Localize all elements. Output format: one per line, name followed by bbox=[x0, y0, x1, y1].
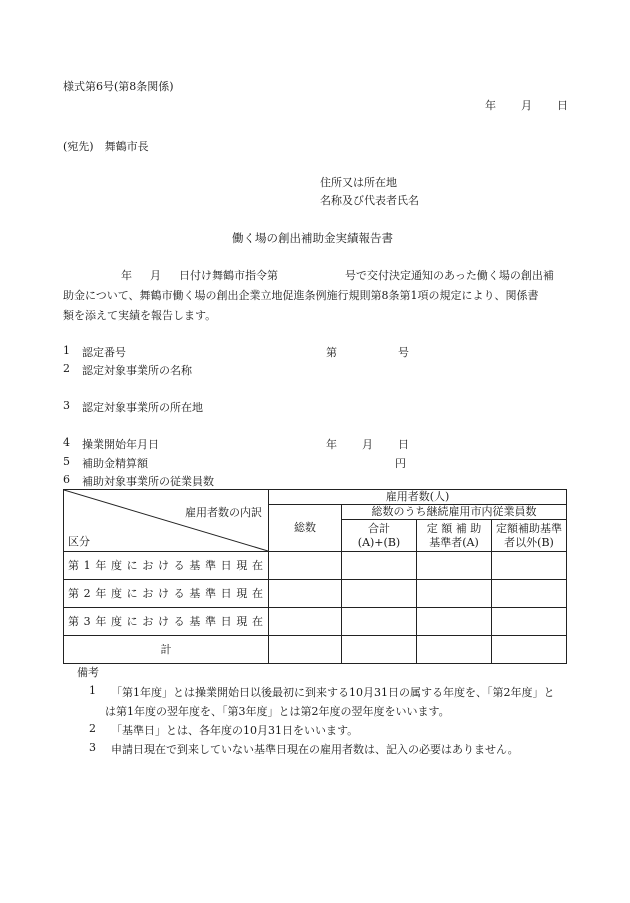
body-line2: 助金について、舞鶴市働く場の創出企業立地促進条例施行規則第8条第1項の規定により、関係書 bbox=[63, 289, 539, 302]
row-label: 第1年度における基準日現在 bbox=[64, 552, 269, 580]
item-label: 認定対象事業所の名称 bbox=[82, 364, 192, 377]
item-label: 認定対象事業所の所在地 bbox=[82, 401, 203, 414]
address-label: 住所又は所在地 bbox=[320, 176, 397, 189]
cell-fixed-a[interactable] bbox=[417, 636, 492, 664]
row-label: 第2年度における基準日現在 bbox=[64, 580, 269, 608]
item-day: 日 bbox=[398, 438, 409, 451]
header-fixed-b bbox=[492, 520, 567, 552]
item-unit: 円 bbox=[395, 457, 406, 470]
addressee: (宛先) 舞鶴市長 bbox=[63, 140, 149, 153]
cell-fixed-a[interactable] bbox=[417, 552, 492, 580]
body-month: 月 bbox=[150, 269, 161, 282]
header-fixed-b-line1: 定額補助基準 bbox=[496, 521, 563, 535]
header-sum bbox=[342, 520, 417, 552]
cell-sum[interactable] bbox=[342, 580, 417, 608]
item-value-prefix: 第 bbox=[326, 346, 337, 359]
item-no: 3 bbox=[63, 399, 70, 412]
cell-fixed-a[interactable] bbox=[417, 580, 492, 608]
cell-sum[interactable] bbox=[342, 608, 417, 636]
table-row bbox=[64, 580, 567, 608]
header-fixed-a-line1: 定 額 補 助 bbox=[426, 521, 482, 535]
diagonal-line bbox=[64, 490, 268, 551]
cell-total[interactable] bbox=[269, 552, 342, 580]
note-3: 申請日現在で到来していない基準日現在の雇用者数は、記入の必要はありません。 bbox=[111, 743, 519, 756]
notes-heading: 備考 bbox=[77, 666, 99, 679]
total-label: 計 bbox=[64, 636, 269, 664]
note-number: 1 bbox=[89, 684, 96, 697]
item-no: 4 bbox=[63, 436, 70, 449]
item-no: 2 bbox=[63, 362, 70, 375]
item-label: 補助対象事業所の従業員数 bbox=[82, 475, 214, 488]
item-value-suffix: 号 bbox=[398, 346, 409, 359]
table-row bbox=[64, 608, 567, 636]
item-label: 認定番号 bbox=[82, 346, 126, 359]
diag-bottom-label: 区分 bbox=[68, 535, 90, 548]
item-no: 1 bbox=[63, 344, 70, 357]
cell-total[interactable] bbox=[269, 608, 342, 636]
cell-total[interactable] bbox=[269, 636, 342, 664]
header-fixed-a bbox=[417, 520, 492, 552]
item-label: 操業開始年月日 bbox=[82, 438, 159, 451]
date-month: 月 bbox=[521, 99, 532, 112]
body-year: 年 bbox=[121, 269, 132, 282]
header-total: 総数 bbox=[269, 505, 342, 552]
header-fixed-a-line2: 基準者(A) bbox=[429, 535, 479, 549]
diag-top-label: 雇用者数の内訳 bbox=[185, 506, 262, 519]
cell-sum[interactable] bbox=[342, 636, 417, 664]
note-1-line2: は第1年度の翌年度を、「第3年度」とは第2年度の翌年度をいいます。 bbox=[105, 705, 450, 718]
cell-fixed-b[interactable] bbox=[492, 636, 567, 664]
body-line3: 類を添えて実績を報告します。 bbox=[63, 309, 217, 322]
employee-table bbox=[63, 489, 567, 664]
item-month: 月 bbox=[362, 438, 373, 451]
table-total-row bbox=[64, 636, 567, 664]
name-label: 名称及び代表者氏名 bbox=[320, 194, 419, 207]
date-year: 年 bbox=[485, 99, 496, 112]
row-label: 第3年度における基準日現在 bbox=[64, 608, 269, 636]
header-fixed-b-line2: 者以外(B) bbox=[504, 535, 554, 549]
header-employees: 雇用者数(人) bbox=[269, 490, 567, 505]
cell-fixed-b[interactable] bbox=[492, 580, 567, 608]
table-row bbox=[64, 552, 567, 580]
cell-total[interactable] bbox=[269, 580, 342, 608]
note-number: 2 bbox=[89, 722, 96, 735]
body-line1-end: 号で交付決定通知のあった働く場の創出補 bbox=[345, 269, 554, 282]
cell-sum[interactable] bbox=[342, 552, 417, 580]
cell-fixed-a[interactable] bbox=[417, 608, 492, 636]
date-day: 日 bbox=[557, 99, 568, 112]
header-continuing: 総数のうち継続雇用市内従業員数 bbox=[342, 505, 567, 520]
cell-fixed-b[interactable] bbox=[492, 552, 567, 580]
diagonal-header-cell bbox=[64, 490, 269, 552]
note-2: 「基準日」とは、各年度の10月31日をいいます。 bbox=[111, 724, 359, 737]
form-number: 様式第6号(第8条関係) bbox=[63, 80, 174, 93]
item-no: 6 bbox=[63, 473, 70, 486]
header-sum-formula: (A)+(B) bbox=[357, 535, 401, 549]
header-sum-label: 合計 bbox=[368, 521, 390, 535]
body-line1-mid: 日付け舞鶴市指令第 bbox=[179, 269, 278, 282]
cell-fixed-b[interactable] bbox=[492, 608, 567, 636]
note-1-line1: 「第1年度」とは操業開始日以後最初に到来する10月31日の属する年度を、「第2年度」と bbox=[111, 686, 555, 699]
page-title: 働く場の創出補助金実績報告書 bbox=[232, 231, 393, 245]
item-year: 年 bbox=[326, 438, 337, 451]
item-no: 5 bbox=[63, 455, 70, 468]
item-label: 補助金精算額 bbox=[82, 457, 148, 470]
note-number: 3 bbox=[89, 741, 96, 754]
